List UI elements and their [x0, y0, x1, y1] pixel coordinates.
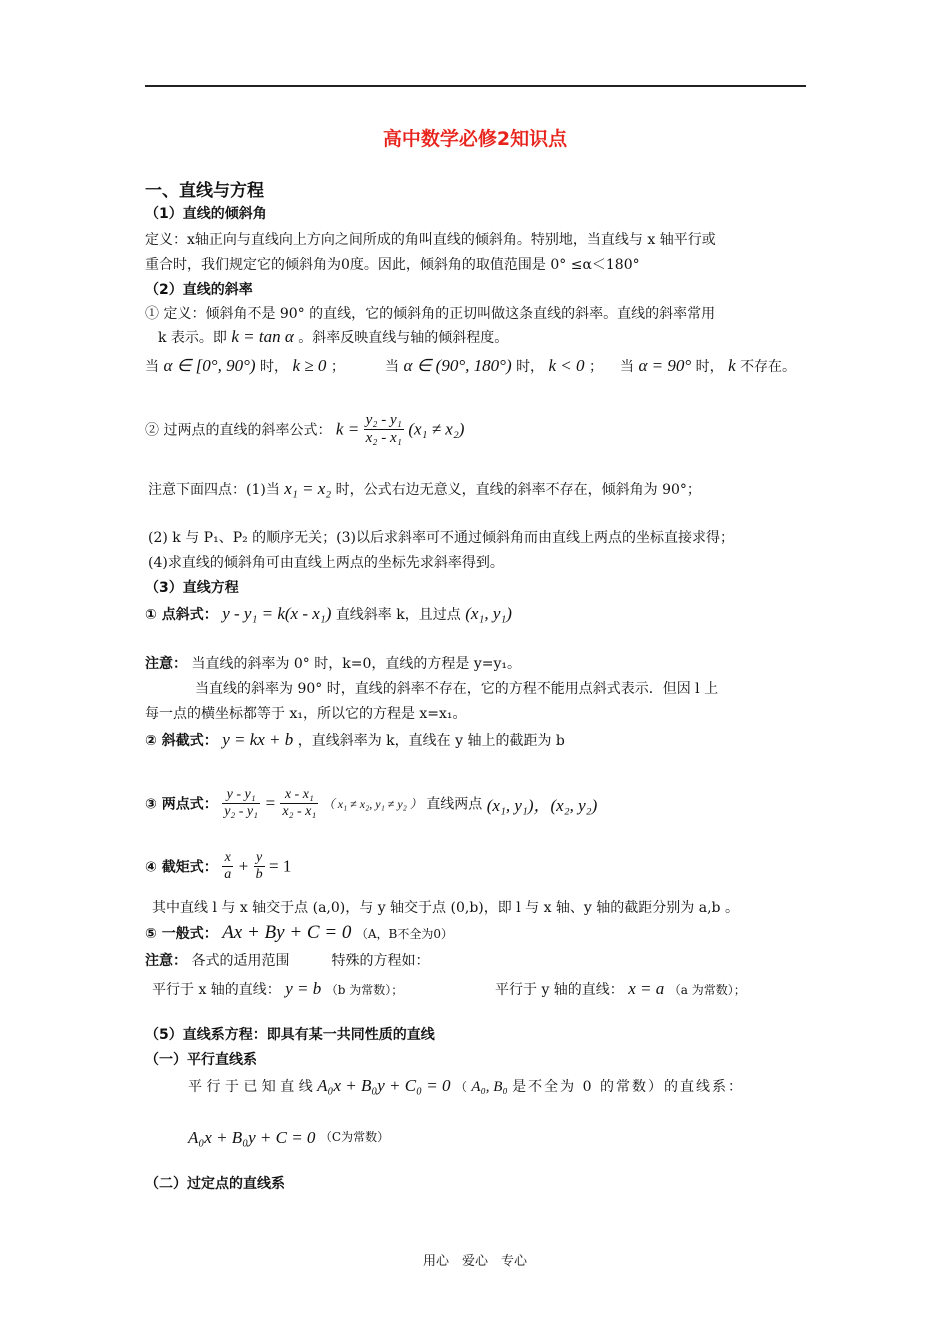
fraction [222, 787, 260, 820]
text-fragment: 平行于 y 轴的直线： [495, 982, 624, 998]
numerator: x - x₁ [280, 787, 318, 804]
text-fragment: 时， [260, 359, 289, 375]
paragraph-line: 其中直线 l 与 x 轴交于点 (a,0)，与 y 轴交于点 (0,b)，即 l 与 x 轴、y 轴的截距分别为 a,b 。 [152, 900, 739, 916]
equation: y = b [285, 979, 322, 998]
text-fragment: ② 过两点的直线的斜率公式： [145, 422, 332, 439]
text-fragment: （ [454, 1080, 467, 1094]
numerator: x [222, 850, 233, 867]
equation: A₀x + B₀y + C₀ = 0 [317, 1076, 451, 1095]
equation: α ∈ [0°, 90°) [163, 356, 256, 375]
text-fragment: 平行于 x 轴的直线： [152, 982, 281, 998]
equation: α ∈ (90°, 180°) [403, 356, 512, 375]
note-line: (2) k 与 P₁、P₂ 的顺序无关；(3)以后求斜率可不通过倾斜角而由直线上两点的坐标直接求得； [148, 530, 735, 546]
text-fragment: 时， [695, 359, 724, 375]
paragraph-line [188, 1128, 389, 1148]
equation: (x₁ ≠ x₂) [408, 419, 465, 439]
fraction [280, 787, 318, 820]
note-label: 注意： [145, 656, 187, 672]
text-fragment: （b 为常数）； [325, 983, 404, 997]
case-c [620, 356, 796, 376]
subsection-heading: （2）直线的斜率 [145, 282, 253, 298]
equation: A₀, B₀ [471, 1079, 508, 1095]
denominator: b [255, 867, 263, 882]
paragraph-line: ① 定义：倾斜角不是 90° 的直线，它的倾斜角的正切叫做这条直线的斜率。直线的斜率常用 [145, 306, 716, 322]
formula-label: ③ 两点式： [145, 796, 218, 813]
note-line [145, 653, 521, 673]
condition: （ x₁ ≠ x₂, y₁ ≠ y₂ ） [322, 797, 422, 811]
equation: k [728, 356, 736, 375]
equation: k = [335, 419, 360, 439]
formula-label: ② 斜截式： [145, 733, 218, 749]
equation: y - y₁ = k(x - x₁) [222, 604, 332, 623]
text-fragment: 当 [385, 359, 399, 375]
formula-label: ① 点斜式： [145, 607, 218, 623]
subsection-heading: （3）直线方程 [145, 580, 239, 596]
text-fragment: 是不全为 0 的常数）的直线系： [512, 1079, 744, 1095]
case-b [385, 356, 603, 376]
equation: k ≥ 0 [292, 356, 327, 375]
denominator: x₂ - x₁ [282, 804, 317, 819]
subsection-heading: （1）直线的倾斜角 [145, 206, 267, 222]
denominator: y₂ - y₁ [224, 804, 259, 819]
equation: y = kx + b [222, 730, 294, 749]
text-fragment: 注意下面四点：(1)当 [148, 482, 280, 498]
text-fragment: ，直线斜率为 k，直线在 y 轴上的截距为 b [297, 733, 565, 749]
equation: (x₁, y₁) [465, 604, 512, 623]
text-fragment: 各式的适用范围 特殊的方程如： [191, 953, 430, 969]
equals-sign: = [264, 793, 276, 813]
text-fragment: 时， [516, 359, 545, 375]
formula-label: ④ 截矩式： [145, 859, 218, 876]
equation: Ax + By + C = 0 [222, 922, 352, 943]
equation: k < 0 [548, 356, 585, 375]
text-fragment: k 表示。即 [158, 330, 227, 346]
note-line [148, 479, 701, 499]
text-fragment: 当 [145, 359, 159, 375]
text-fragment: （a 为常数）； [668, 983, 746, 997]
text-fragment: 直线斜率 k，且过点 [335, 607, 461, 623]
parallel-y-line [495, 979, 746, 999]
denominator: a [224, 867, 232, 882]
equation: x₁ = x₂ [284, 479, 332, 498]
plus-sign: + [237, 856, 250, 876]
slope-intercept-form [145, 730, 565, 750]
case-a [145, 356, 345, 376]
text-fragment: 时，公式右边无意义，直线的斜率不存在，倾斜角为 90°； [335, 482, 701, 498]
numerator: y [254, 850, 265, 867]
note-line [145, 950, 429, 970]
note-line: (4)求直线的倾斜角可由直线上两点的坐标先求斜率得到。 [148, 555, 504, 571]
equation: A₀x + B₀y + C = 0 [188, 1128, 316, 1147]
two-point-form [145, 787, 597, 820]
equation: k = tan α [231, 327, 294, 346]
text-fragment: （C为常数） [319, 1130, 390, 1144]
note-label: 注意： [145, 953, 187, 969]
fraction [222, 850, 233, 883]
text-fragment: 当直线的斜率为 0° 时，k=0，直线的方程是 y=y₁。 [191, 656, 521, 672]
text-fragment: 直线两点 [426, 796, 483, 813]
paragraph-line: 重合时，我们规定它的倾斜角为0度。因此，倾斜角的取值范围是 0° ≤α＜180° [145, 257, 640, 273]
page-footer: 用心 爱心 专心 [422, 1254, 527, 1269]
fraction [364, 412, 404, 447]
header-rule [145, 85, 806, 87]
text-fragment: ； [330, 359, 345, 375]
numerator: y₂ - y₁ [365, 412, 402, 428]
text-fragment: 不存在。 [740, 359, 797, 375]
page-title: 高中数学必修2知识点 [382, 128, 568, 150]
formula-label: ⑤ 一般式： [145, 926, 218, 942]
subsection-heading: （二）过定点的直线系 [145, 1176, 285, 1192]
subsection-heading: （5）直线系方程：即具有某一共同性质的直线 [145, 1027, 435, 1043]
subsection-heading: （一）平行直线系 [145, 1052, 257, 1068]
parallel-x-line [152, 979, 403, 999]
denominator: x₂ - x₁ [365, 430, 402, 446]
text-fragment: 平 行 于 已 知 直 线 [188, 1079, 313, 1095]
slope-formula [145, 412, 464, 447]
paragraph-line [158, 327, 508, 347]
note-line: 当直线的斜率为 90° 时，直线的斜率不存在，它的方程不能用点斜式表示．但因 l 上 [195, 681, 719, 697]
equation: x = a [628, 979, 665, 998]
equation: = 1 [269, 856, 292, 876]
text-fragment: ； [589, 359, 603, 375]
paragraph-line [188, 1076, 744, 1096]
general-form [145, 922, 453, 944]
equation: (x₁, y₁)，(x₂, y₂) [486, 796, 598, 815]
numerator: y - y₁ [222, 787, 260, 804]
equation: α = 90° [638, 356, 692, 375]
text-fragment: 。斜率反映直线与轴的倾斜程度。 [298, 330, 509, 346]
point-slope-form [145, 604, 512, 624]
paragraph-line: 定义：x轴正向与直线向上方向之间所成的角叫直线的倾斜角。特别地，当直线与 x 轴平行或 [145, 232, 716, 248]
fraction [254, 850, 265, 883]
intercept-form [145, 850, 291, 883]
note-line: 每一点的横坐标都等于 x₁，所以它的方程是 x=x₁。 [145, 706, 467, 722]
condition: （A，B不全为0） [355, 927, 453, 941]
section-heading: 一、直线与方程 [145, 181, 264, 201]
text-fragment: 当 [620, 359, 634, 375]
